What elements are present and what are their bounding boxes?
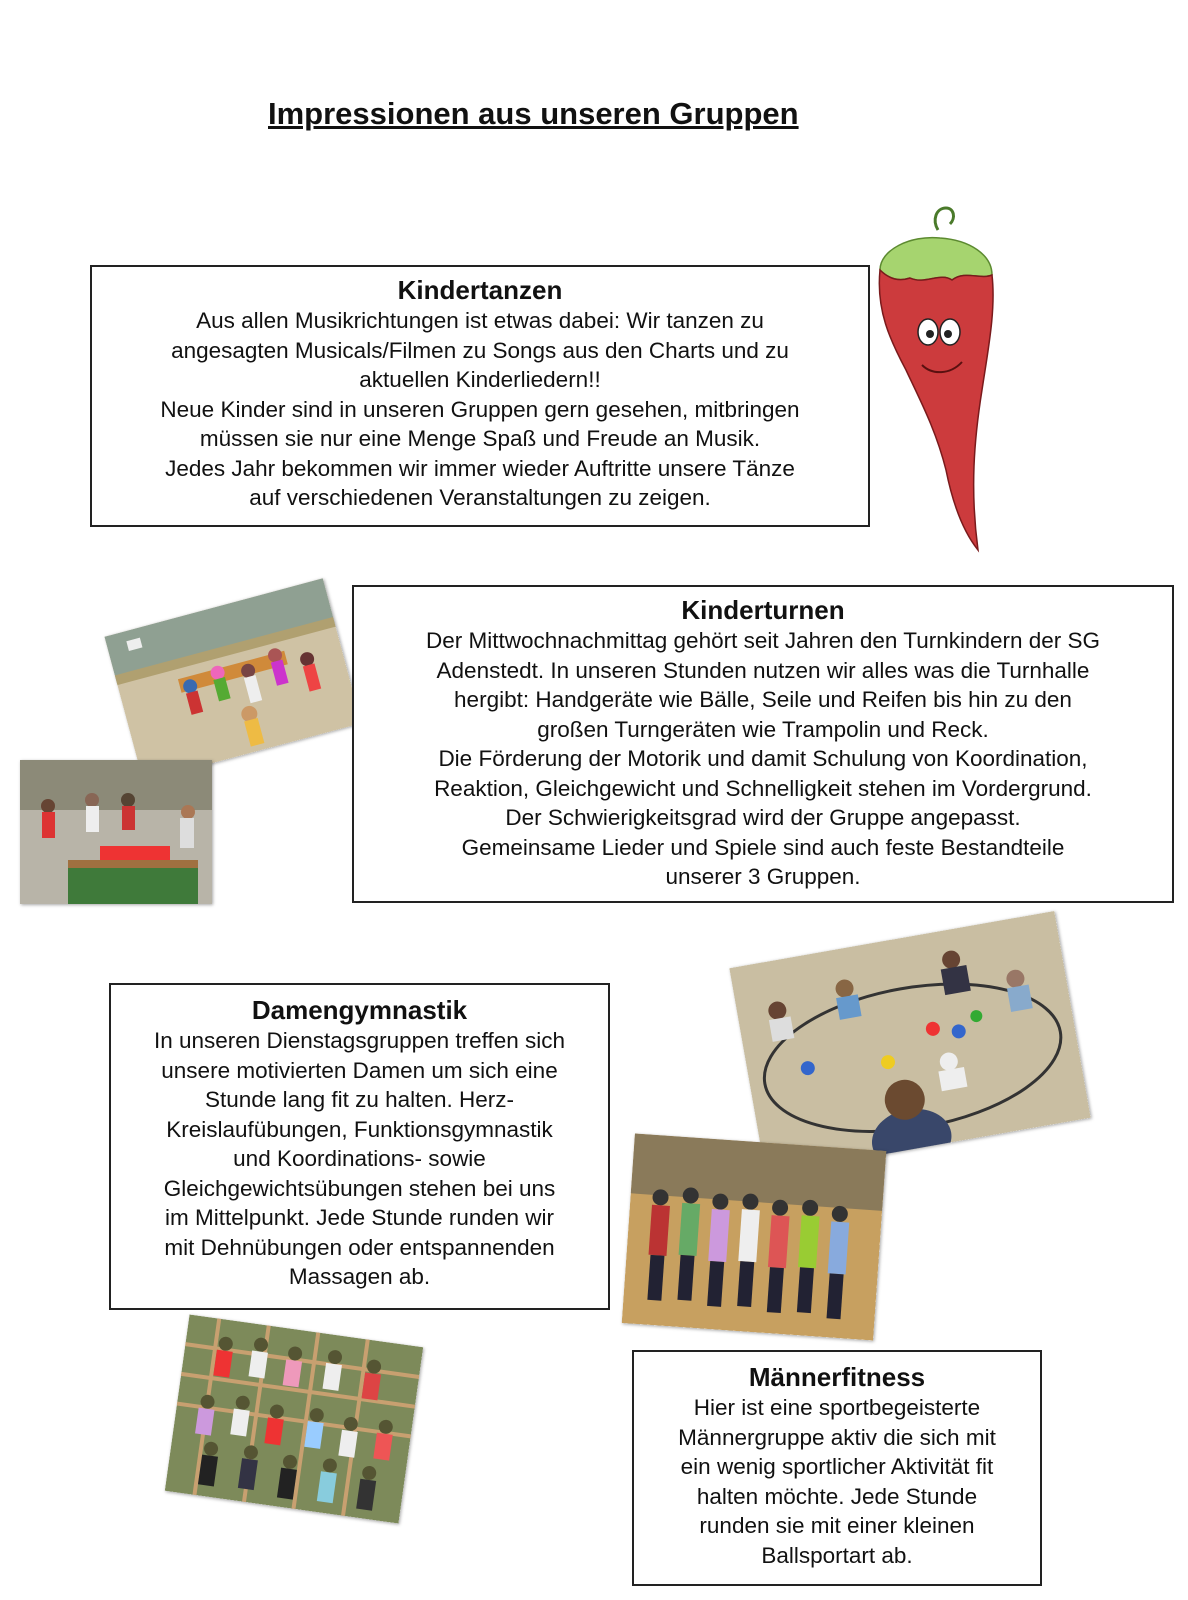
photo-ball-circle-game bbox=[729, 911, 1090, 1175]
maennerfitness-line: Ballsportart ab. bbox=[761, 1542, 913, 1568]
kinderturnen-heading: Kinderturnen bbox=[681, 595, 845, 625]
kinderturnen-box bbox=[352, 585, 1174, 903]
kindertanzen-line: Neue Kinder sind in unseren Gruppen gern gesehen, mitbringen bbox=[160, 396, 800, 422]
kinderturnen-line: Der Schwierigkeitsgrad wird der Gruppe angepasst. bbox=[505, 805, 1021, 830]
damengymnastik-heading: Damengymnastik bbox=[251, 995, 468, 1025]
kindertanzen-box bbox=[90, 265, 870, 527]
damengymnastik-line: In unseren Dienstagsgruppen treffen sich bbox=[153, 1028, 566, 1053]
chili-mascot-illustration bbox=[870, 200, 1010, 565]
maennerfitness-line: ein wenig sportlicher Aktivität fit bbox=[680, 1454, 994, 1479]
kindertanzen-line: Aus allen Musikrichtungen ist etwas dabei: Wir tanzen zu bbox=[196, 308, 764, 333]
kindertanzen-line: angesagten Musicals/Filmen zu Songs aus den Charts und zu bbox=[171, 337, 789, 363]
maennerfitness-line: Hier ist eine sportbegeisterte bbox=[693, 1395, 981, 1420]
photo-women-group-standing bbox=[622, 1133, 887, 1340]
kinderturnen-line: hergibt: Handgeräte wie Bälle, Seile und Reifen bis hin zu den bbox=[454, 687, 1072, 712]
damengymnastik-line: und Koordinations- sowie bbox=[233, 1146, 486, 1171]
maennerfitness-line: runden sie mit einer kleinen bbox=[699, 1513, 975, 1538]
damengymnastik-box bbox=[109, 983, 610, 1310]
kindertanzen-line: aktuellen Kinderliedern!! bbox=[359, 367, 601, 392]
damengymnastik-line: Massagen ab. bbox=[288, 1264, 431, 1289]
kindertanzen-heading: Kindertanzen bbox=[397, 275, 563, 305]
maennerfitness-line: Männergruppe aktiv die sich mit bbox=[678, 1424, 996, 1450]
photo-children-gym-hall bbox=[104, 578, 361, 781]
damengymnastik-line: Stunde lang fit zu halten. Herz- bbox=[205, 1087, 514, 1112]
photo-children-bench-exercise bbox=[20, 760, 212, 904]
damengymnastik-line: Gleichgewichtsübungen stehen bei uns bbox=[163, 1175, 556, 1201]
page-title: Impressionen aus unseren Gruppen bbox=[268, 96, 799, 131]
kinderturnen-line: Der Mittwochnachmittag gehört seit Jahren den Turnkindern der SG bbox=[425, 628, 1101, 653]
kindertanzen-line: auf verschiedenen Veranstaltungen zu zeigen. bbox=[249, 485, 711, 510]
maennerfitness-heading: Männerfitness bbox=[748, 1362, 926, 1392]
maennerfitness-line: halten möchte. Jede Stunde bbox=[696, 1483, 978, 1509]
kinderturnen-line: Adenstedt. In unseren Stunden nutzen wir alles was die Turnhalle bbox=[436, 657, 1090, 683]
damengymnastik-line: Kreislaufübungen, Funktionsgymnastik bbox=[166, 1116, 553, 1142]
kinderturnen-line: großen Turngeräten wie Trampolin und Reck. bbox=[537, 716, 989, 742]
damengymnastik-line: im Mittelpunkt. Jede Stunde runden wir bbox=[165, 1205, 554, 1230]
kindertanzen-line: müssen sie nur eine Menge Spaß und Freude an Musik. bbox=[199, 426, 761, 451]
damengymnastik-line: unsere motivierten Damen um sich eine bbox=[161, 1057, 558, 1083]
kinderturnen-line: Die Förderung der Motorik und damit Schulung von Koordination, bbox=[438, 746, 1088, 771]
kinderturnen-line: Gemeinsame Lieder und Spiele sind auch feste Bestandteile bbox=[461, 834, 1065, 860]
kinderturnen-line: Reaktion, Gleichgewicht und Schnelligkeit stehen im Vordergrund. bbox=[434, 775, 1092, 801]
photo-women-group-wall-bars bbox=[165, 1314, 423, 1523]
kindertanzen-line: Jedes Jahr bekommen wir immer wieder Auftritte unsere Tänze bbox=[165, 455, 795, 481]
maennerfitness-box bbox=[632, 1350, 1042, 1586]
kinderturnen-line: unserer 3 Gruppen. bbox=[665, 864, 861, 889]
damengymnastik-line: mit Dehnübungen oder entspannenden bbox=[164, 1234, 555, 1260]
